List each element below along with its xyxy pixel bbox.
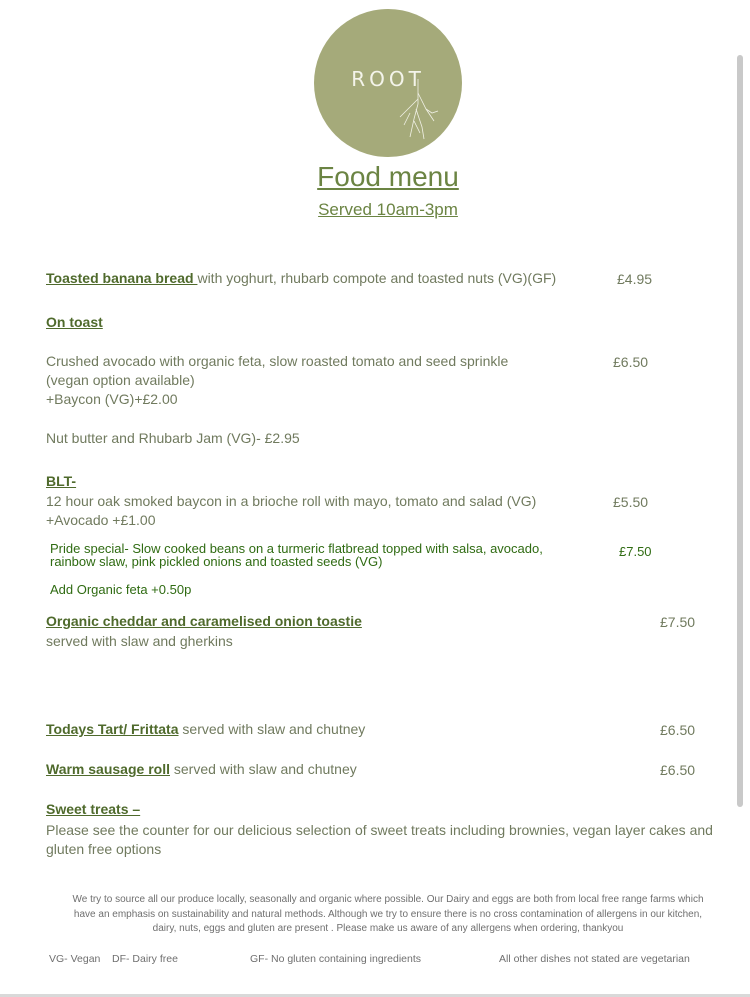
menu-item-sausage-roll [46,760,357,779]
item-note: (vegan option available) [46,372,195,388]
menu-item-avocado: Crushed avocado with organic feta, slow roasted tomato and seed sprinkle [46,353,509,369]
item-name: Warm sausage roll [46,761,170,777]
page-title: Food menu [317,161,459,192]
footer-line: dairy, nuts, eggs and gluten are present . Please make us aware of any allergens when ordering, thankyou [152,923,624,934]
item-price: £7.50 [660,614,696,630]
sweet-treats-desc-2: gluten free options [46,841,162,857]
page-subtitle: Served 10am-3pm [318,200,458,219]
item-price: £6.50 [660,722,696,738]
item-price: £6.50 [660,762,696,778]
menu-item-nut-butter: Nut butter and Rhubarb Jam (VG)- £2.95 [46,430,300,446]
legend-vg: VG- Vegan [49,953,101,965]
menu-item-toastie: Organic cheddar and caramelised onion toastie [46,613,362,629]
root-roots-icon [314,9,462,157]
legend-df: DF- Dairy free [112,953,178,965]
logo-text: ROOT [351,67,425,91]
menu-item-banana-bread [46,269,556,288]
footer-line: We try to source all our produce locally, seasonally and organic where possible. Our Dairy and eggs are both from local free range farms which [72,894,704,905]
section-heading-sweet-treats: Sweet treats – [46,801,141,817]
item-desc: rainbow slaw, pink pickled onions and toasted seeds (VG) [50,554,383,569]
section-heading-on-toast: On toast [46,314,103,330]
menu-item-tart [46,720,365,739]
menu-item-pride-special: Pride special- Slow cooked beans on a turmeric flatbread topped with salsa, avocado, [50,541,543,556]
item-addon: +Baycon (VG)+£2.00 [46,391,178,407]
item-price: £5.50 [613,494,649,510]
legend-gf: GF- No gluten containing ingredients [250,953,422,965]
item-desc: served with slaw and chutney [178,721,366,737]
footer-note [30,893,746,937]
item-price: £6.50 [613,354,649,370]
item-name: Toasted banana bread [46,270,198,286]
item-desc: served with slaw and gherkins [46,633,233,649]
sweet-treats-desc: Please see the counter for our delicious selection of sweet treats including brownies, vegan layer cakes and [46,822,713,838]
section-heading-blt: BLT- [46,473,77,489]
footer-line: have an emphasis on sustainability and natural methods. Although we try to ensure there is no cross contamination of allergens in our kitchen, [73,908,703,920]
item-addon: Add Organic feta +0.50p [50,582,192,597]
item-desc: with yoghurt, rhubarb compote and toasted nuts (VG)(GF) [197,270,557,286]
menu-item-blt: 12 hour oak smoked baycon in a brioche roll with mayo, tomato and salad (VG) [46,493,537,509]
root-logo [314,9,462,157]
item-price: £4.95 [617,271,653,287]
item-price: £7.50 [619,544,652,559]
item-desc: served with slaw and chutney [169,761,357,777]
vertical-scrollbar[interactable] [737,55,743,807]
item-addon: +Avocado +£1.00 [46,512,156,528]
item-name: Todays Tart/ Frittata [46,721,179,737]
legend-vegetarian: All other dishes not stated are vegetarian [499,953,690,965]
